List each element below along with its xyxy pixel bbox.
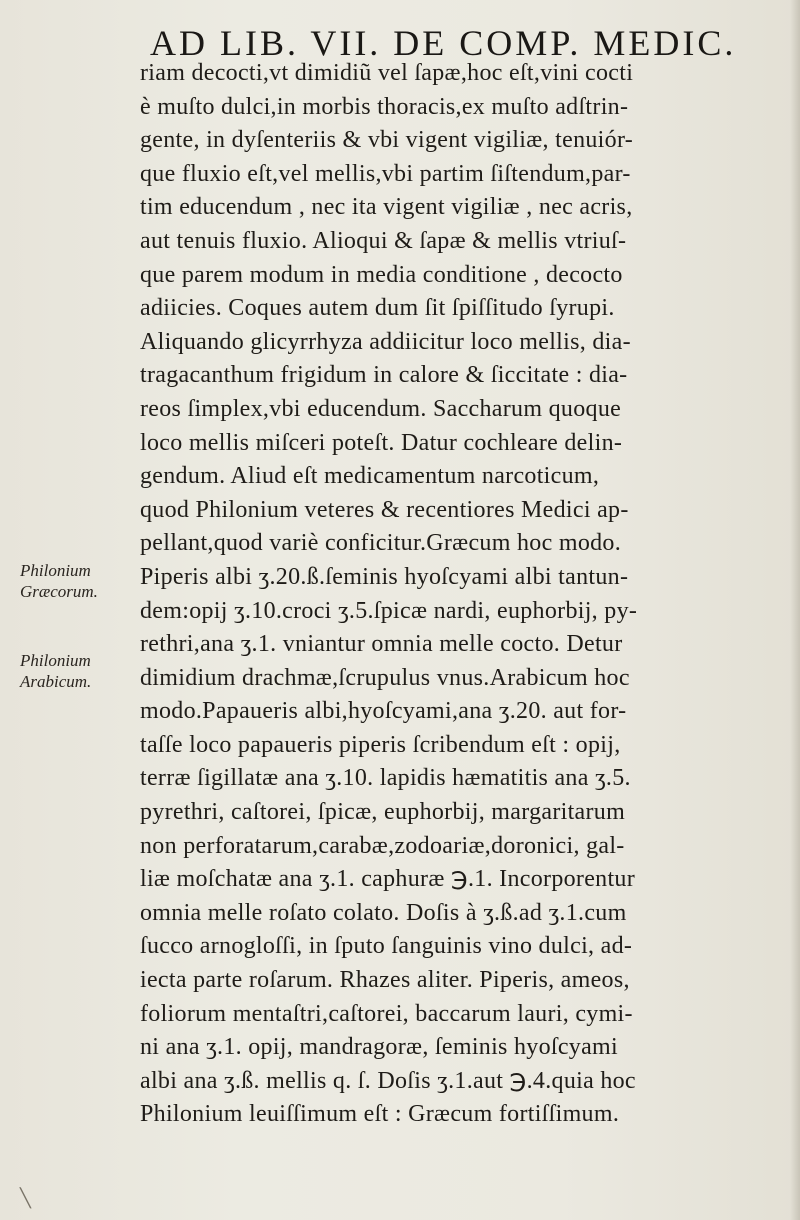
text-line: que parem modum in media conditione , decocto <box>140 261 623 288</box>
text-line: albi ana ʒ.ß. mellis q. ſ. Doſis ʒ.1.aut ℈.4.quia hoc <box>140 1067 636 1094</box>
text-line: pyrethri, caſtorei, ſpicæ, euphorbij, margaritarum <box>140 799 626 826</box>
margin-note-line: Arabicum. <box>20 672 92 691</box>
text-line: omnia melle roſato colato. Doſis à ʒ.ß.ad ʒ.1.cum <box>140 899 627 926</box>
body-text <box>140 57 780 1132</box>
margin-note-line: Philonium <box>20 561 91 580</box>
text-line: aut tenuis fluxio. Alioqui & ſapæ & mellis vtriuſ- <box>140 227 627 254</box>
margin-note-philonium-arabicum <box>20 650 91 692</box>
text-line: tim educendum , nec ita vigent vigiliæ , nec acris, <box>140 194 633 221</box>
text-line: pellant,quod variè conficitur.Græcum hoc modo. <box>140 530 622 557</box>
text-line: terræ ſigillatæ ana ʒ.10. lapidis hæmatitis ana ʒ.5. <box>140 765 631 792</box>
text-line: ni ana ʒ.1. opij, mandragoræ, ſeminis hyoſcyami <box>140 1034 618 1061</box>
text-line: foliorum mentaſtri,caſtorei, baccarum lauri, cymi- <box>140 1000 633 1027</box>
text-line: dimidium drachmæ,ſcrupulus vnus.Arabicum hoc <box>140 664 630 691</box>
running-head: AD LIB. VII. DE COMP. MEDIC. <box>150 23 737 63</box>
text-line: Philonium leuiſſimum eſt : Græcum fortiſſimum. <box>140 1101 620 1128</box>
margin-note-line: Philonium <box>20 651 91 670</box>
text-line: liæ moſchatæ ana ʒ.1. caphuræ ℈.1. Incorporentur <box>140 866 636 893</box>
text-line: non perforatarum,carabæ,zodoariæ,doronici, gal- <box>140 832 625 859</box>
text-line: loco mellis miſceri poteſt. Datur cochleare delin- <box>140 429 623 456</box>
text-line: iecta parte roſarum. Rhazes aliter. Piperis, ameos, <box>140 967 630 994</box>
text-line: è muſto dulci,in morbis thoracis,ex muſto adſtrin- <box>140 93 629 120</box>
page-edge-shadow <box>790 0 800 1220</box>
stray-pen-mark: ╲ <box>20 1188 31 1209</box>
text-line: quod Philonium veteres & recentiores Medici ap- <box>140 496 629 523</box>
margin-note-line: Græcorum. <box>20 582 98 601</box>
text-line: Piperis albi ʒ.20.ß.ſeminis hyoſcyami albi tantun- <box>140 563 629 590</box>
text-line: taſſe loco papaueris piperis ſcribendum eſt : opij, <box>140 731 621 758</box>
text-line: adiicies. Coques autem dum ſit ſpiſſitudo ſyrupi. <box>140 295 615 322</box>
text-line: tragacanthum frigidum in calore & ſiccitate : dia- <box>140 362 628 389</box>
text-line: modo.Papaueris albi,hyoſcyami,ana ʒ.20. aut for- <box>140 698 627 725</box>
text-line: reos ſimplex,vbi educendum. Saccharum quoque <box>140 395 622 422</box>
text-line: gente, in dyſenteriis & vbi vigent vigiliæ, tenuiór- <box>140 127 634 154</box>
text-line: gendum. Aliud eſt medicamentum narcoticum, <box>140 463 600 490</box>
text-line: Aliquando glicyrrhyza addiicitur loco mellis, dia- <box>140 328 631 355</box>
text-line: ſucco arnogloſſi, in ſputo ſanguinis vino dulci, ad- <box>140 933 633 960</box>
margin-note-philonium-graecorum <box>20 560 98 602</box>
text-line: rethri,ana ʒ.1. vniantur omnia melle cocto. Detur <box>140 631 623 658</box>
text-line: dem:opij ʒ.10.croci ʒ.5.ſpicæ nardi, euphorbij, py- <box>140 597 638 624</box>
text-line: riam decocti,vt dimidiũ vel ſapæ,hoc eſt,vini cocti <box>140 60 634 86</box>
text-line: que fluxio eſt,vel mellis,vbi partim ſiſtendum,par- <box>140 160 631 187</box>
